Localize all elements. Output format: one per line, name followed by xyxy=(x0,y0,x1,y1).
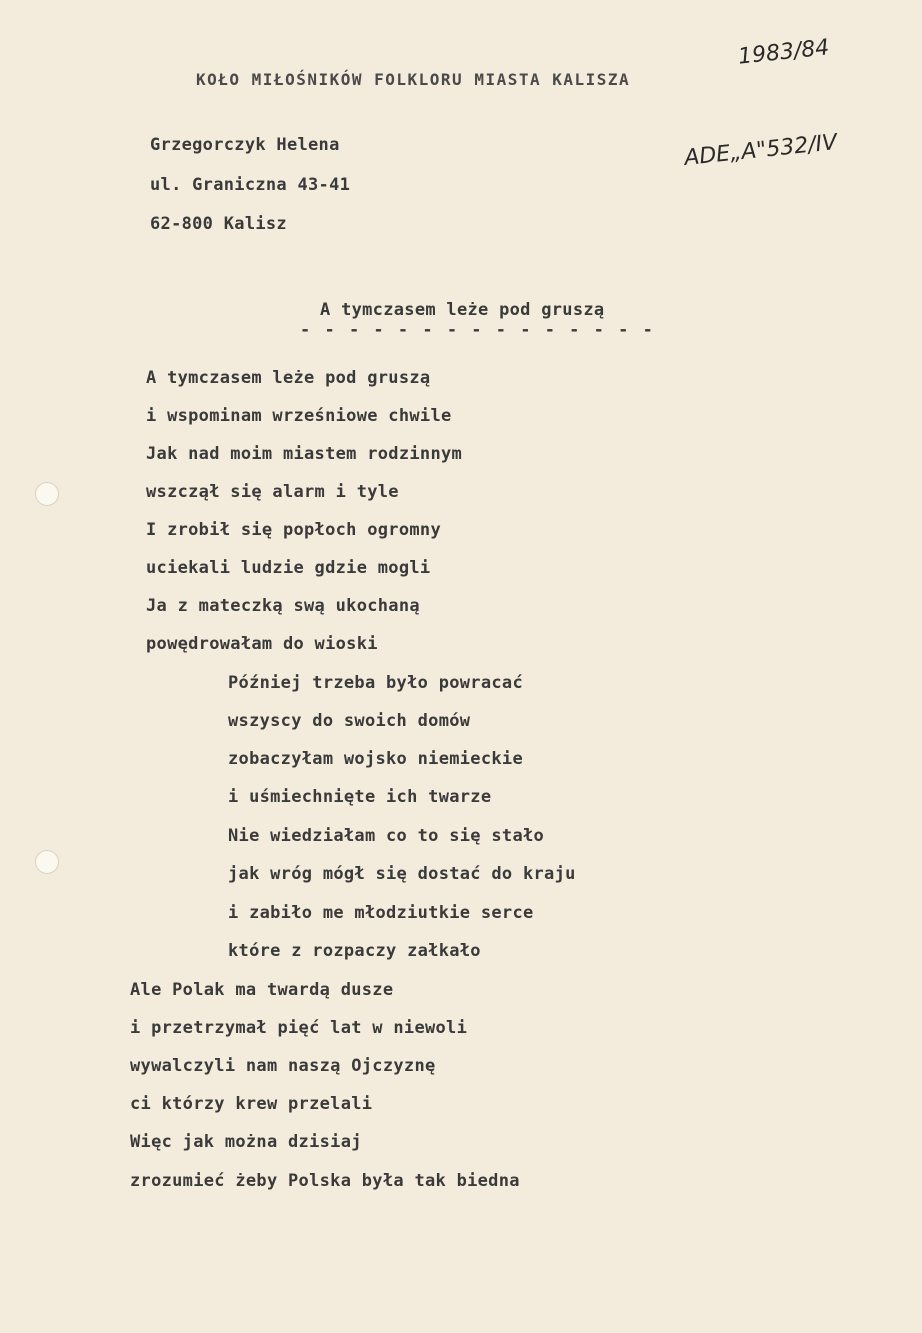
poem-line: ci którzy krew przelali xyxy=(130,1094,373,1114)
poem-line: wszyscy do swoich domów xyxy=(228,711,471,731)
poem-line: I zrobił się popłoch ogromny xyxy=(146,520,441,540)
handwritten-year-note: 1983/84 xyxy=(736,35,831,70)
poem-line: i wspominam wrześniowe chwile xyxy=(146,406,452,426)
organization-header: KOŁO MIŁOŚNIKÓW FOLKLORU MIASTA KALISZA xyxy=(196,70,631,89)
poem-line: i zabiło me młodziutkie serce xyxy=(228,903,534,923)
poem-line: Później trzeba było powracać xyxy=(228,673,523,693)
poem-line: i przetrzymał pięć lat w niewoli xyxy=(130,1018,468,1038)
poem-line: powędrowałam do wioski xyxy=(146,634,378,654)
poem-line: wywalczyli nam naszą Ojczyznę xyxy=(130,1056,436,1076)
poem-line: Nie wiedziałam co to się stało xyxy=(228,826,545,846)
handwritten-archive-reference: ADE„A"532/IV xyxy=(683,130,839,171)
poem-title: A tymczasem leże pod gruszą xyxy=(320,300,605,320)
poem-line: zrozumieć żeby Polska była tak biedna xyxy=(130,1171,520,1191)
punch-hole xyxy=(35,850,59,874)
poem-line: jak wróg mógł się dostać do kraju xyxy=(228,864,576,884)
title-underline: - - - - - - - - - - - - - - - xyxy=(300,320,655,340)
poem-line: Ale Polak ma twardą dusze xyxy=(130,980,394,1000)
sender-name: Grzegorczyk Helena xyxy=(150,135,340,155)
poem-line: zobaczyłam wojsko niemieckie xyxy=(228,749,523,769)
poem-line: Ja z mateczką swą ukochaną xyxy=(146,596,420,616)
poem-line: A tymczasem leże pod gruszą xyxy=(146,368,431,388)
poem-line: uciekali ludzie gdzie mogli xyxy=(146,558,431,578)
poem-line: i uśmiechnięte ich twarze xyxy=(228,787,492,807)
sender-street: ul. Graniczna 43-41 xyxy=(150,175,351,195)
poem-line: Jak nad moim miastem rodzinnym xyxy=(146,444,463,464)
sender-city: 62-800 Kalisz xyxy=(150,214,287,234)
poem-line: wszczął się alarm i tyle xyxy=(146,482,399,502)
poem-line: Więc jak można dzisiaj xyxy=(130,1132,362,1152)
punch-hole xyxy=(35,482,59,506)
poem-line: które z rozpaczy załkało xyxy=(228,941,481,961)
